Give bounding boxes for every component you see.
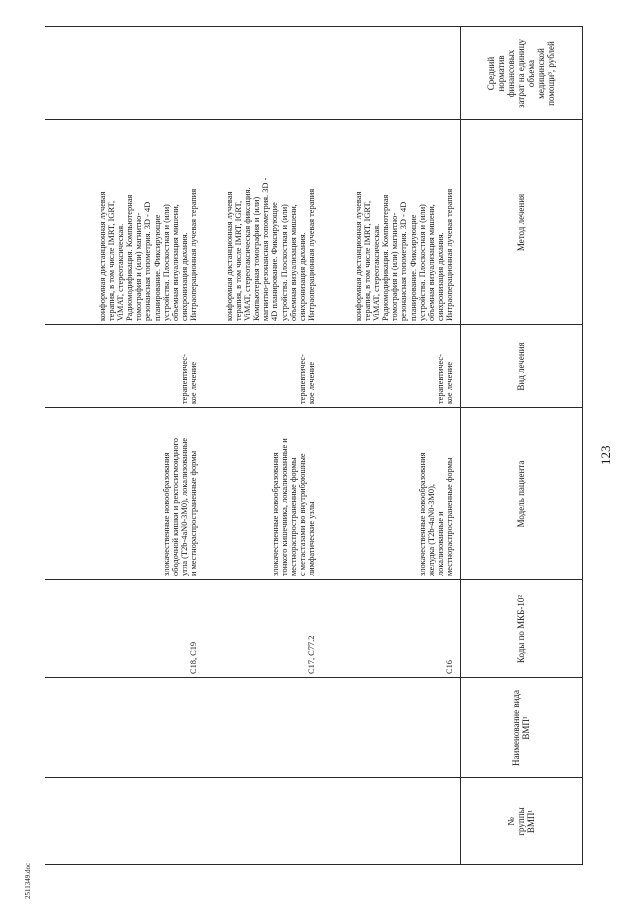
cell-line: Интраоперационная лучевая терапия: [306, 188, 316, 321]
cell-line: ViMAT, стереотаксическая.: [116, 223, 126, 321]
cell-line: Радиомодификация. Компьютерная: [125, 194, 135, 321]
row-3-type: [180, 354, 198, 404]
cell-line: Радиомодификация. Компьютерная: [381, 194, 391, 321]
cell-line: ободочной кишки и ректосигмоидного: [171, 438, 181, 576]
cell-line: терапевтичес-: [436, 354, 445, 404]
cell-line: резонансная топометрия. 3D - 4D: [143, 201, 153, 321]
cell-line: синхронизация дыхания.: [179, 232, 189, 321]
cell-line: терапия, в том числе IMRT, IGRT,: [107, 200, 117, 321]
cell-line: Интраоперационная лучевая терапия: [188, 188, 198, 321]
cell-line: с метастазами во внутрибрюшные: [298, 453, 308, 576]
cell-line: планирование. Фиксирующие: [408, 214, 418, 321]
cell-line: и местнораспространенные формы: [189, 450, 199, 576]
cell-line: местнораспространенные формы: [289, 457, 299, 576]
cell-line: угла (Т2b-4aN0-3M0), локализованные: [180, 437, 190, 576]
cell-line: конформная дистанционная лучевая: [98, 191, 107, 321]
cell-line: ViMAT, стереотаксическая.: [372, 223, 382, 321]
cell-line: объемная визуализация мишени,: [170, 204, 180, 321]
cell-line: кое лечение: [307, 361, 317, 404]
icd-code: С17, С77.2: [307, 635, 316, 674]
column-header-group: [460, 778, 582, 865]
cell-line: Интраоперационная лучевая терапия: [444, 188, 454, 321]
row-2-model: [271, 438, 316, 576]
cell-line: синхронизация дыхания.: [435, 232, 445, 321]
header-line: затрат на единицу: [516, 38, 526, 109]
cell-line: кое лечение: [445, 361, 455, 404]
row-3-model: [162, 438, 198, 576]
column-header-codes: [460, 580, 582, 678]
header-line: медицинской: [536, 48, 546, 99]
header-line: ВМП¹: [526, 809, 536, 834]
cell-line: злокачественные новообразования: [418, 452, 427, 576]
cell-line: конформная дистанционная лучевая: [354, 191, 363, 321]
cell-line: резонансная топометрия. 3D - 4D: [399, 201, 409, 321]
document-code: 2511349.doc: [24, 862, 32, 899]
cell-line: Компьютерная томография и (или): [252, 196, 262, 321]
header-line: №: [506, 817, 516, 826]
cell-line: устройства. Плоскостная и (или): [417, 204, 427, 321]
row-3-codes: [189, 642, 198, 674]
header-line: финансовых: [506, 49, 516, 98]
cell-line: томография и (или) магнитно-: [390, 212, 400, 321]
cell-line: тонкого кишечника, локализованные и: [280, 438, 290, 576]
cell-line: терапия, в том числе IMRT, IGRT,: [234, 200, 244, 321]
cell-line: локализованные и: [436, 511, 446, 576]
cell-line: объемная визуализация мишени,: [288, 204, 298, 321]
cell-line: терапевтичес-: [298, 354, 307, 404]
header-line: Модель пациента: [516, 460, 526, 528]
column-header-type: [460, 325, 582, 408]
cell-line: объемная визуализация мишени,: [426, 204, 436, 321]
cell-line: ViMAT, стереотаксическая фиксация.: [243, 187, 253, 321]
cell-line: терапевтичес-: [180, 354, 189, 404]
header-line: объема: [526, 59, 536, 88]
header-line: Метод лечения: [516, 193, 526, 252]
row-2-codes: [307, 636, 316, 674]
cell-line: злокачественные новообразования: [162, 452, 171, 576]
cell-line: конформная дистанционная лучевая: [225, 191, 234, 321]
header-line: Средний: [486, 56, 496, 91]
header-line: Коды по МКБ-10²: [516, 594, 526, 664]
row-3-method: [98, 189, 198, 321]
row-2-method: [225, 178, 316, 321]
cell-line: терапия, в том числе IMRT, IGRT,: [363, 200, 373, 321]
cell-line: томография и (или) магнитно-: [134, 212, 144, 321]
cell-line: лимфатические узлы: [307, 501, 317, 576]
cell-line: кое лечение: [189, 361, 199, 404]
header-line: Наименование вида ВМП¹: [511, 690, 531, 766]
row-1-type: [436, 354, 454, 404]
column-header-cost: [460, 27, 582, 120]
cell-line: злокачественные новообразования: [271, 452, 280, 576]
cell-line: 4D планирование. Фиксирующие: [270, 202, 280, 321]
cell-line: местнораспространенные формы: [445, 457, 455, 576]
row-1-method: [354, 189, 454, 321]
row-1-model: [418, 453, 454, 576]
column-header-model: [460, 408, 582, 580]
cell-line: устройства. Плоскостная и (или): [279, 204, 289, 321]
cell-line: магнитно-резонансная топометрия. 3D -: [261, 177, 271, 321]
cell-line: устройства. Плоскостная и (или): [161, 204, 171, 321]
icd-code: С18, С19: [189, 641, 198, 674]
header-line: группы: [516, 807, 526, 836]
header-line: помощи³, рублей: [546, 41, 556, 106]
row-2-type: [298, 354, 316, 404]
cell-line: желудка (Т2b-4aN0-3M0),: [427, 484, 437, 576]
cell-line: синхронизация дыхания.: [297, 232, 307, 321]
row-1-codes: [445, 660, 454, 674]
header-line: Вид лечения: [516, 342, 526, 391]
column-header-method: [460, 120, 582, 325]
cell-line: планирование. Фиксирующие: [152, 214, 162, 321]
icd-code: С16: [445, 660, 454, 674]
page-number: 123: [598, 445, 613, 465]
header-line: норматив: [496, 55, 506, 92]
header-top-border: [582, 26, 583, 865]
column-header-name: [460, 678, 582, 778]
